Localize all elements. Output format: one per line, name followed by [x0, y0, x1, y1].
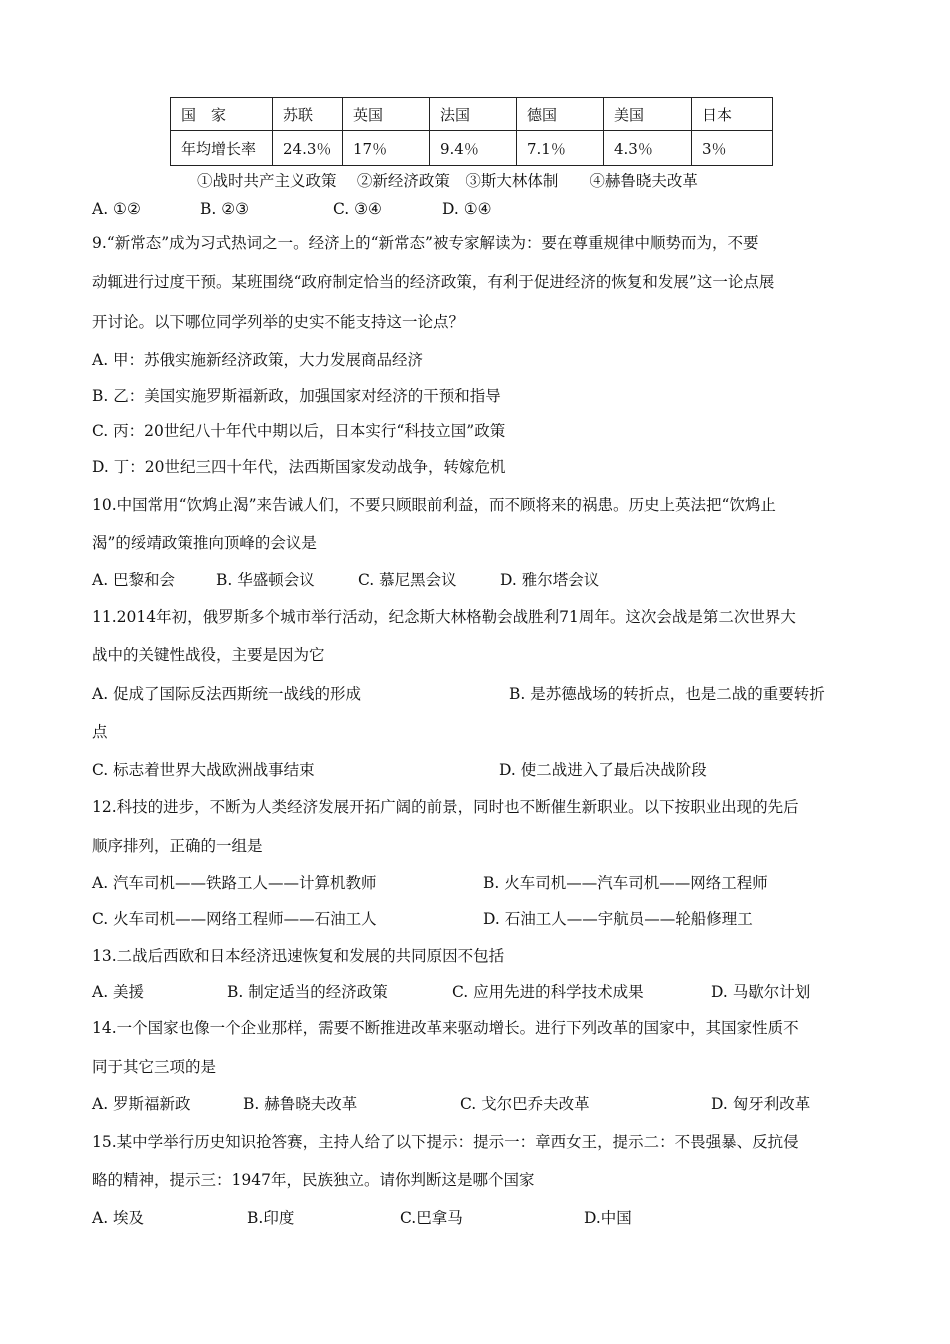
q8-option-b: B. ②③: [200, 200, 250, 218]
q8-option-d: D. ①④: [442, 200, 492, 218]
q10-stem-line: 渴”的绥靖政策推向顶峰的会议是: [92, 534, 317, 552]
table-cell: 7.1％: [517, 131, 604, 166]
q9-stem-line: 开讨论。以下哪位同学列举的史实不能支持这一论点？: [92, 313, 465, 331]
q11-option-b: B. 是苏德战场的转折点，也是二战的重要转折: [509, 685, 825, 703]
q14-stem-line: 同于其它三项的是: [92, 1058, 217, 1076]
q14-option-b: B. 赫鲁晓夫改革: [243, 1095, 358, 1113]
table-cell: 年均增长率: [171, 131, 273, 166]
q9-option-d: D. 丁：20世纪三四十年代，法西斯国家发动战争，转嫁危机: [92, 458, 506, 476]
table-header-cell: 国 家: [171, 98, 273, 131]
table-header-cell: 英国: [343, 98, 430, 131]
q14-option-a: A. 罗斯福新政: [92, 1095, 191, 1113]
q11-option-a: A. 促成了国际反法西斯统一战线的形成: [92, 685, 362, 703]
q15-stem-line: 略的精神，提示三：1947年，民族独立。请你判断这是哪个国家: [92, 1171, 535, 1189]
table-cell: 3％: [692, 131, 773, 166]
q11-option-d: D. 使二战进入了最后决战阶段: [499, 761, 707, 779]
q14-option-c: C. 戈尔巴乔夫改革: [460, 1095, 590, 1113]
q13-option-b: B. 制定适当的经济政策: [227, 983, 388, 1001]
q13-option-d: D. 马歇尔计划: [711, 983, 811, 1001]
q9-stem-line: 动辄进行过度干预。某班围绕“政府制定恰当的经济政策，有利于促进经济的恢复和发展”这一论点展: [92, 273, 775, 291]
q13-option-a: A. 美援: [92, 983, 145, 1001]
table-header-cell: 苏联: [273, 98, 343, 131]
q10-stem-line: 10.中国常用“饮鸩止渴”来告诫人们，不要只顾眼前利益，而不顾将来的祸患。历史上英法把“饮鸩止: [92, 496, 776, 514]
table-cell: 24.3％: [273, 131, 343, 166]
table-header-cell: 日本: [692, 98, 773, 131]
q10-option-d: D. 雅尔塔会议: [500, 571, 600, 589]
q12-option-a: A. 汽车司机——铁路工人——计算机教师: [92, 874, 377, 892]
q15-option-a: A. 埃及: [92, 1209, 145, 1227]
q8-option-c: C. ③④: [333, 200, 382, 218]
table-row: [171, 131, 773, 166]
q9-option-a: A. 甲：苏俄实施新经济政策，大力发展商品经济: [92, 351, 424, 369]
q11-stem-line: 11.2014年初，俄罗斯多个城市举行活动，纪念斯大林格勒会战胜利71周年。这次会战是第二次世界大: [92, 608, 796, 626]
table-cell: 17％: [343, 131, 430, 166]
policy-list: ①战时共产主义政策 ②新经济政策 ③斯大林体制 ④赫鲁晓夫改革: [197, 172, 698, 190]
q15-option-b: B.印度: [247, 1209, 295, 1227]
q11-option-c: C. 标志着世界大战欧洲战事结束: [92, 761, 315, 779]
q9-option-c: C. 丙：20世纪八十年代中期以后，日本实行“科技立国”政策: [92, 422, 506, 440]
q14-stem-line: 14.一个国家也像一个企业那样，需要不断推进改革来驱动增长。进行下列改革的国家中，其国家性质不: [92, 1019, 799, 1037]
table-header-row: [171, 98, 773, 131]
table-header-cell: 德国: [517, 98, 604, 131]
table-header-cell: 法国: [430, 98, 517, 131]
q12-stem-line: 顺序排列，正确的一组是: [92, 837, 263, 855]
table-header-cell: 美国: [604, 98, 692, 131]
q14-option-d: D. 匈牙利改革: [711, 1095, 811, 1113]
q13-option-c: C. 应用先进的科学技术成果: [452, 983, 644, 1001]
q12-option-c: C. 火车司机——网络工程师——石油工人: [92, 910, 377, 928]
q15-stem-line: 15.某中学举行历史知识抢答赛，主持人给了以下提示：提示一：章西女王，提示二：不畏强暴、反抗侵: [92, 1133, 799, 1151]
q9-stem-line: 9.“新常态”成为习式热词之一。经济上的“新常态”被专家解读为：要在尊重规律中顺势而为，不要: [92, 234, 759, 252]
q9-option-b: B. 乙：美国实施罗斯福新政，加强国家对经济的干预和指导: [92, 387, 501, 405]
q13-stem-line: 13.二战后西欧和日本经济迅速恢复和发展的共同原因不包括: [92, 947, 505, 965]
growth-rate-table: [170, 97, 773, 166]
table-cell: 9.4％: [430, 131, 517, 166]
table-cell: 4.3％: [604, 131, 692, 166]
q8-option-a: A. ①②: [92, 200, 141, 218]
q10-option-b: B. 华盛顿会议: [216, 571, 315, 589]
q10-option-c: C. 慕尼黑会议: [358, 571, 457, 589]
q11-option-b-continued: 点: [92, 723, 108, 741]
q10-option-a: A. 巴黎和会: [92, 571, 176, 589]
q12-stem-line: 12.科技的进步，不断为人类经济发展开拓广阔的前景，同时也不断催生新职业。以下按职业出现的先后: [92, 798, 799, 816]
q15-option-d: D.中国: [584, 1209, 632, 1227]
q11-stem-line: 战中的关键性战役，主要是因为它: [92, 646, 325, 664]
q12-option-d: D. 石油工人——宇航员——轮船修理工: [483, 910, 753, 928]
q12-option-b: B. 火车司机——汽车司机——网络工程师: [483, 874, 768, 892]
q15-option-c: C.巴拿马: [400, 1209, 463, 1227]
